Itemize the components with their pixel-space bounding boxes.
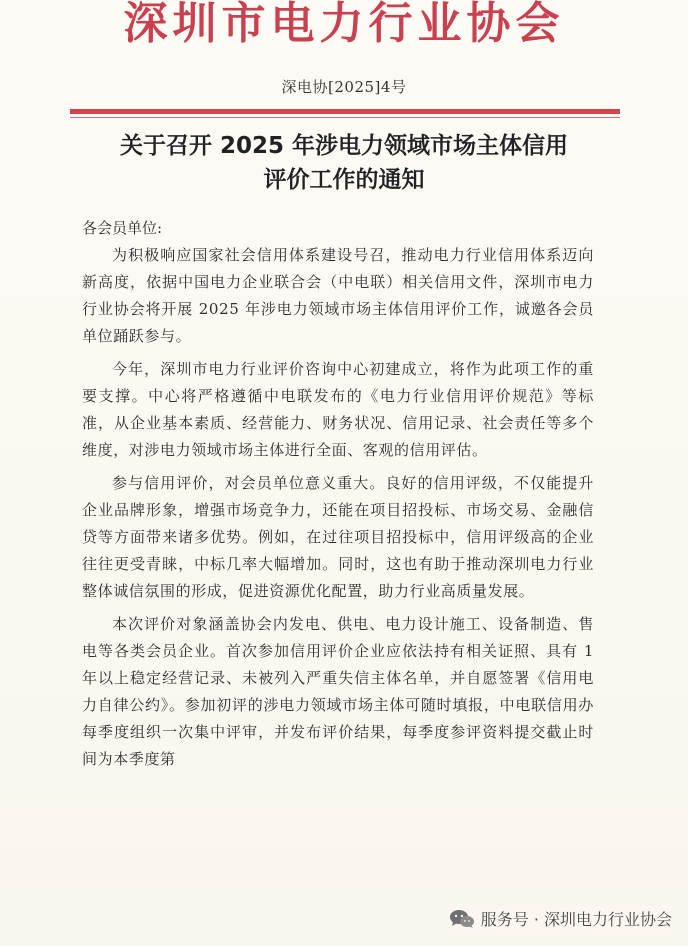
paragraph: 今年，深圳市电力行业评价咨询中心初建成立，将作为此项工作的重要支撑。中心将严格遵循中电联发布的《电力行业信用评价规范》等标准，从企业基本素质、经营能力、财务状况、信用记录、社会责任等多个维度，对涉电力领域市场主体进行全面、客观的信用评估。	[82, 360, 594, 459]
red-divider-thin	[70, 117, 620, 118]
notice-title-line-2: 评价工作的通知	[263, 167, 425, 193]
paragraph: 本次评价对象涵盖协会内发电、供电、电力设计施工、设备制造、售电等各类会员企业。首次参加信用评价企业应依法持有相关证照、具有 1 年以上稳定经营记录、未被列入严重失信主体名单，并自愿签署《信用电力自律公约》。参加初评的涉电力领域市场主体可随时填报，中电联信用办每季度组织一次集中评审，并发布评价结果，每季度参评资料提交截止时间为本季度第	[82, 615, 594, 768]
service-account-watermark	[449, 907, 672, 930]
organization-header: 深圳市电力行业协会	[123, 0, 565, 49]
watermark-text: 服务号 · 深圳电力行业协会	[480, 910, 672, 929]
document-number: 深电协[2025]4号	[281, 78, 407, 96]
notice-title	[60, 129, 628, 197]
red-divider	[70, 109, 620, 114]
notice-title-line-1: 关于召开 2025 年涉电力领域市场主体信用	[119, 133, 569, 159]
notice-body	[82, 242, 594, 779]
wechat-icon	[449, 909, 475, 929]
salutation: 各会员单位:	[82, 219, 163, 237]
paragraph: 为积极响应国家社会信用体系建设号召，推动电力行业信用体系迈向新高度，依据中国电力企业联合会（中电联）相关信用文件，深圳市电力行业协会将开展 2025 年涉电力领域市场主体信用评价工作，诚邀各会员单位踊跃参与。	[82, 246, 594, 345]
paragraph: 参与信用评价，对会员单位意义重大。良好的信用评级，不仅能提升企业品牌形象，增强市场竞争力，还能在项目招投标、市场交易、金融信贷等方面带来诸多优势。例如，在过往项目招投标中，信用评级高的企业往往更受青睐，中标几率大幅增加。同时，这也有助于推动深圳电力行业整体诚信氛围的形成，促进资源优化配置，助力行业高质量发展。	[82, 474, 594, 600]
